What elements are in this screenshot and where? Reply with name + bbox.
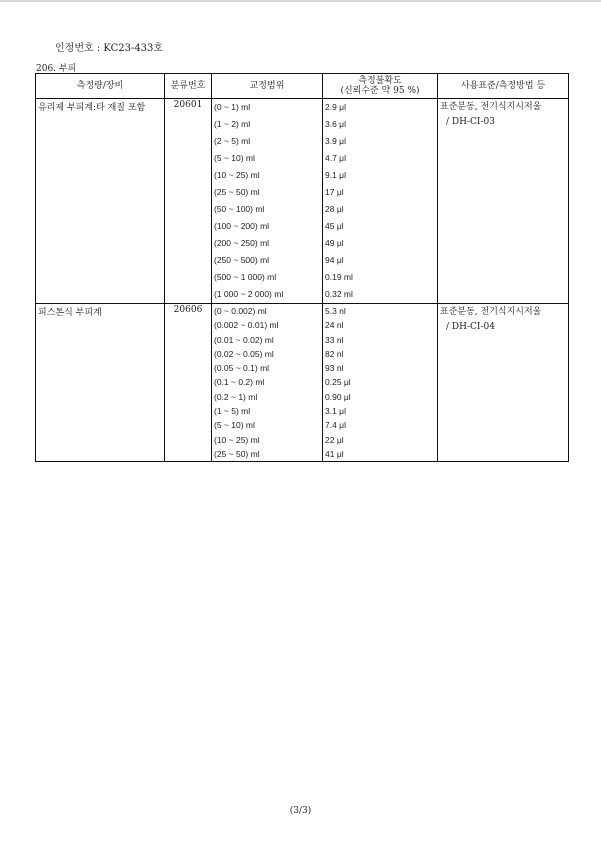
certificate-number: 인정번호 : KC23-433호: [55, 43, 164, 54]
uncertainty-item: 28 μl: [325, 204, 344, 214]
uncertainty-item: 3.1 μl: [325, 406, 346, 417]
table-row-piston: [36, 304, 569, 462]
uncertainty-item: 82 nl: [325, 348, 344, 359]
classification-code: 20606: [165, 304, 212, 462]
uncertainty-cell: [323, 99, 438, 304]
uncertainty-item: 7.4 μl: [325, 420, 346, 431]
range-item: (0.05 ~ 0.1) ml: [214, 363, 270, 374]
method-cell: [438, 304, 569, 462]
range-item: (5 ~ 10) ml: [214, 153, 255, 163]
top-divider: [0, 0, 601, 2]
col-header-range: 교정범위: [212, 74, 323, 99]
range-item: (1 000 ~ 2 000) ml: [214, 289, 284, 299]
table-row-glass: [36, 99, 569, 304]
range-item: (25 ~ 50) ml: [214, 187, 260, 197]
uncertainty-item: 45 μl: [325, 221, 344, 231]
range-item: (10 ~ 25) ml: [214, 170, 260, 180]
equipment-name: 유리제 부피계:타 재질 포함: [36, 99, 165, 304]
range-item: (0.01 ~ 0.02) ml: [214, 334, 274, 345]
range-item: (250 ~ 500) ml: [214, 255, 270, 265]
range-item: (100 ~ 200) ml: [214, 221, 270, 231]
range-item: (0 ~ 1) ml: [214, 102, 251, 112]
method-standard: 표준분동, 전기식지시저울: [440, 102, 542, 112]
uncertainty-item: 9.1 μl: [325, 170, 346, 180]
table-header-row: [36, 74, 569, 99]
method-procedure: / DH-CI-04: [446, 322, 495, 332]
range-cell: [212, 99, 323, 304]
range-item: (10 ~ 25) ml: [214, 434, 260, 445]
range-item: (1 ~ 2) ml: [214, 119, 251, 129]
col-header-quantity: 측정량/장비: [36, 74, 165, 99]
range-item: (5 ~ 10) ml: [214, 420, 255, 431]
method-procedure: / DH-CI-03: [446, 117, 495, 127]
col-header-uncertainty-line2: (신뢰수준 약 95 %): [340, 86, 420, 96]
range-item: (0.2 ~ 1) ml: [214, 391, 258, 402]
uncertainty-item: 17 μl: [325, 187, 344, 197]
uncertainty-item: 33 nl: [325, 334, 344, 345]
uncertainty-item: 0.19 ml: [325, 272, 353, 282]
uncertainty-item: 93 nl: [325, 363, 344, 374]
equipment-name: 피스톤식 부피계: [36, 304, 165, 462]
uncertainty-item: 24 nl: [325, 320, 344, 331]
col-header-method: 사용표준/측정방법 등: [438, 74, 569, 99]
range-item: (0.02 ~ 0.05) ml: [214, 348, 274, 359]
range-cell: [212, 304, 323, 462]
uncertainty-item: 3.6 μl: [325, 119, 346, 129]
classification-code: 20601: [165, 99, 212, 304]
range-item: (50 ~ 100) ml: [214, 204, 265, 214]
range-item: (0.002 ~ 0.01) ml: [214, 320, 279, 331]
uncertainty-item: 94 μl: [325, 255, 344, 265]
range-item: (500 ~ 1 000) ml: [214, 272, 277, 282]
uncertainty-item: 2.9 μl: [325, 102, 346, 112]
range-item: (2 ~ 5) ml: [214, 136, 251, 146]
range-item: (25 ~ 50) ml: [214, 448, 260, 459]
range-item: (1 ~ 5) ml: [214, 406, 251, 417]
col-header-code: 분류번호: [165, 74, 212, 99]
uncertainty-item: 5.3 nl: [325, 306, 346, 316]
uncertainty-item: 0.32 ml: [325, 289, 353, 299]
section-title: 206. 부피: [36, 64, 77, 74]
method-cell: [438, 99, 569, 304]
col-header-uncertainty: [323, 74, 438, 99]
uncertainty-item: 22 μl: [325, 434, 344, 445]
uncertainty-item: 3.9 μl: [325, 136, 346, 146]
calibration-table-container: [35, 73, 568, 462]
method-standard: 표준분동, 전기식지시저울: [440, 307, 542, 317]
range-item: (200 ~ 250) ml: [214, 238, 270, 248]
col-header-uncertainty-line1: 측정불확도: [358, 76, 402, 86]
page-number: (3/3): [289, 806, 312, 816]
range-item: (0.1 ~ 0.2) ml: [214, 377, 265, 388]
uncertainty-cell: [323, 304, 438, 462]
uncertainty-item: 41 μl: [325, 448, 344, 459]
uncertainty-item: 49 μl: [325, 238, 344, 248]
uncertainty-item: 0.25 μl: [325, 377, 351, 388]
uncertainty-item: 4.7 μl: [325, 153, 346, 163]
uncertainty-item: 0.90 μl: [325, 391, 351, 402]
calibration-table: [35, 73, 569, 462]
range-item: (0 ~ 0.002) ml: [214, 306, 267, 316]
